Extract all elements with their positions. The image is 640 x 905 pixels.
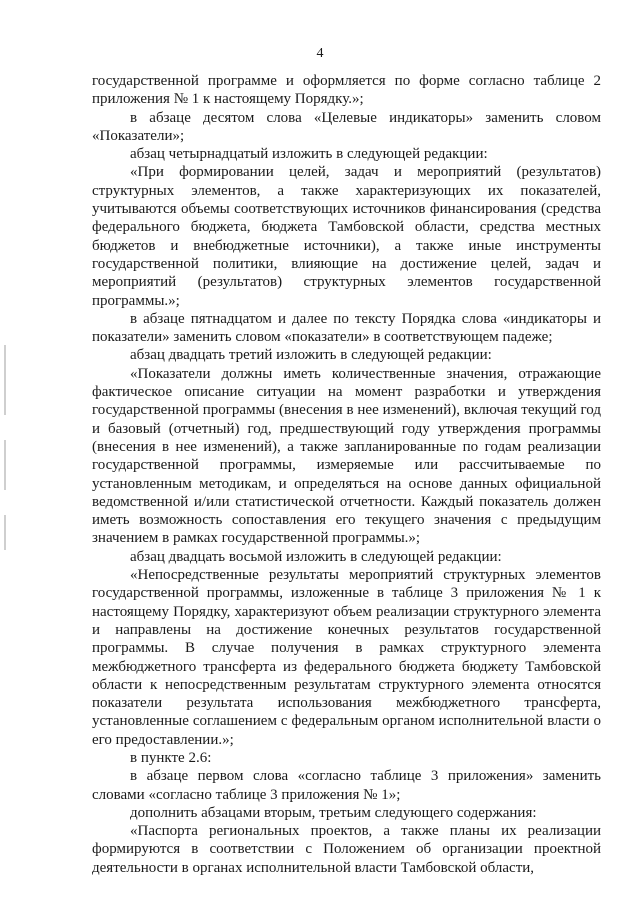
paragraph: «При формировании целей, задач и мероприятий (результатов) структурных элементов, а также характеризующих их показателей, учитываются объемы соответствующих источников финансирования (средства федерального бюджета, бюджета Тамбовской области, средства местных бюджетов и внебюджетные источники), а также иные инструменты государственной политики, влияющие на достижение целей, задач и мероприятий (результатов) структурных элементов государственной программы.»; <box>92 164 601 309</box>
paragraph: государственной программе и оформляется по форме согласно таблице 2 приложения № 1 к настоящему Порядку.»; <box>92 73 601 108</box>
paragraph: абзац двадцать третий изложить в следующей редакции: <box>130 347 492 364</box>
page-number: 4 <box>316 46 324 61</box>
margin-scan-mark <box>4 515 6 550</box>
paragraph: в абзаце десятом слова «Целевые индикаторы» заменить словом «Показатели»; <box>92 109 601 144</box>
paragraph: «Паспорта региональных проектов, а также планы их реализации формируются в соответствии с Положением об организации проектной деятельности в органах исполнительной власти Тамбовской области, <box>92 823 601 876</box>
document-body <box>92 72 601 877</box>
paragraph: абзац четырнадцатый изложить в следующей редакции: <box>130 146 488 163</box>
paragraph: абзац двадцать восьмой изложить в следующей редакции: <box>130 548 502 565</box>
paragraph: в абзаце первом слова «согласно таблице 3 приложения» заменить словами «согласно таблице 3 приложения № 1»; <box>92 768 601 803</box>
margin-scan-mark <box>4 440 6 490</box>
paragraph: в абзаце пятнадцатом и далее по тексту Порядка слова «индикаторы и показатели» заменить словом «показатели» в соответствующем падеже; <box>92 310 601 346</box>
paragraph: «Непосредственные результаты мероприятий структурных элементов государственной программы, изложенные в таблице 3 приложения № 1 к настоящему Порядку, характеризуют объем реализации структурного элемента и направлены на достижение конечных результатов государственной программы. В случае получения в рамках структурного элемента межбюджетного трансферта из федерального бюджета бюджету Тамбовской области к непосредственным результатам структурного элемента относятся показатели результата использования межбюджетного трансферта, установленные соглашением с федеральным органом исполнительной власти о его предоставлении.»; <box>92 567 601 748</box>
paragraph: «Показатели должны иметь количественные значения, отражающие фактическое описание ситуации на момент разработки и утверждения государственной программы (внесения в нее изменений), включая текущий год и базовый (отчетный) год, предшествующий году утверждения программы (внесения в нее изменений), а также запланированные по годам реализации государственной программы, измеряемые или рассчитываемые по установленным методикам, и определяться на основе данных официальной ведомственной и/или статистической отчетности. Каждый показатель должен иметь возможность сопоставления его текущего значения с предыдущим значением в рамках государственной программы.»; <box>92 365 601 547</box>
paragraph: дополнить абзацами вторым, третьим следующего содержания: <box>130 804 537 821</box>
paragraph: в пункте 2.6: <box>130 749 212 766</box>
margin-scan-mark <box>4 345 6 415</box>
